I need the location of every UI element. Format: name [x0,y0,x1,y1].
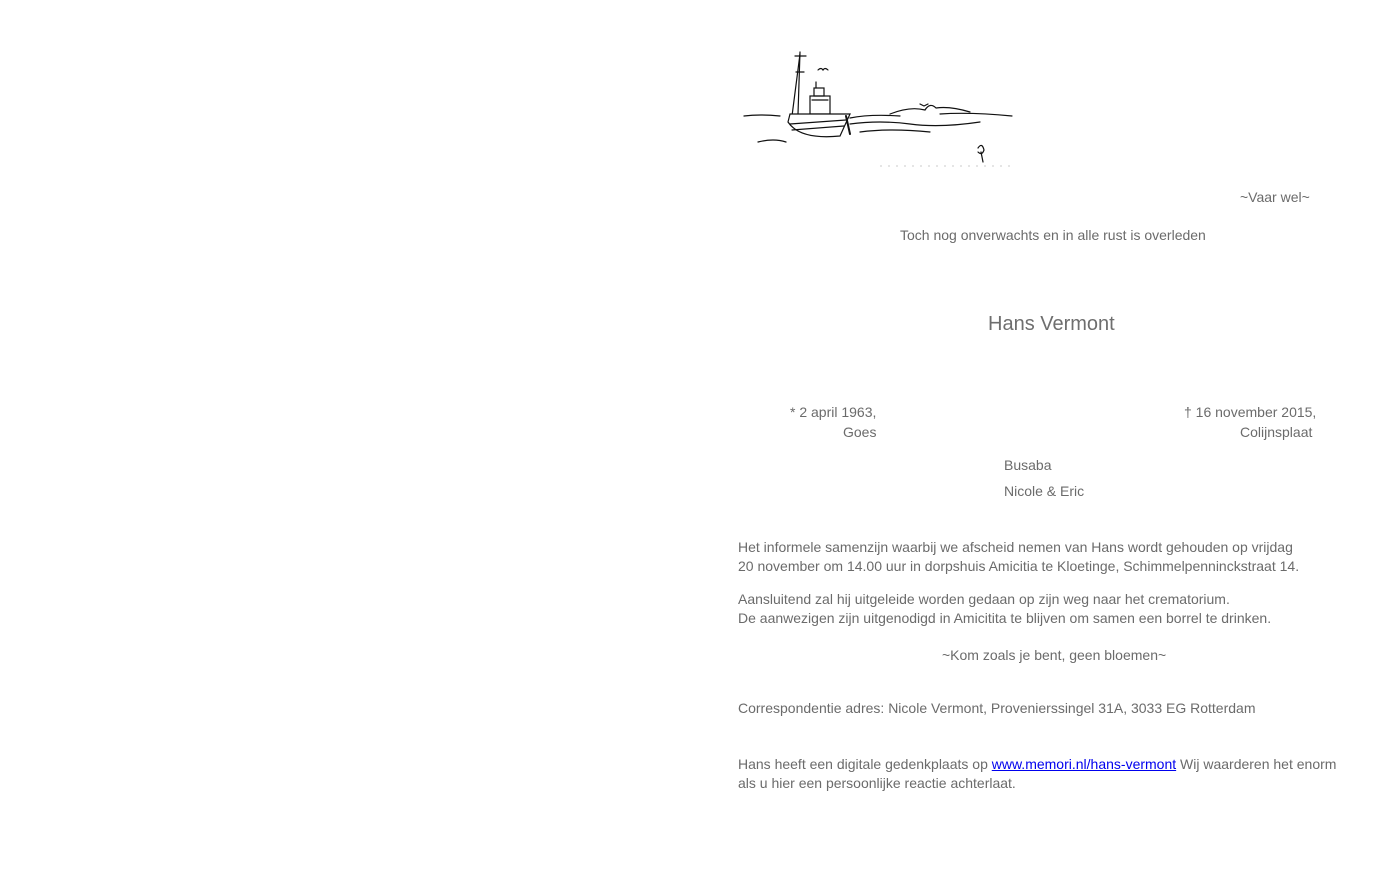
family-member: Busaba [1004,457,1052,473]
family-member: Nicole & Eric [1004,483,1085,499]
memorial-line [738,755,1336,774]
farewell-heading: ~Vaar wel~ [1240,189,1310,205]
memorial-suffix: Wij waarderen het enorm [1176,756,1337,772]
gathering-line: Het informele samenzijn waarbij we afscheid nemen van Hans wordt gehouden op vrijdag [738,539,1293,555]
death-date: † 16 november 2015, [1184,404,1317,420]
flowers-note: ~Kom zoals je bent, geen bloemen~ [942,647,1167,663]
boat-sketch-illustration [740,44,1020,172]
memorial-prefix: Hans heeft een digitale gedenkplaats op [738,756,992,772]
birth-date: * 2 april 1963, [790,404,877,420]
birth-place: Goes [843,424,877,440]
death-place: Colijnsplaat [1240,424,1313,440]
gathering-paragraph [738,538,1299,576]
farewell-paragraph [738,590,1271,628]
farewell-line: Aansluitend zal hij uitgeleide worden gedaan op zijn weg naar het crematorium. [738,591,1230,607]
correspondence-address: Correspondentie adres: Nicole Vermont, Provenierssingel 31A, 3033 EG Rotterdam [738,700,1256,716]
intro-text: Toch nog onverwachts en in alle rust is overleden [900,227,1206,243]
farewell-line: De aanwezigen zijn uitgenodigd in Amicitita te blijven om samen een borrel te drinken. [738,610,1272,626]
memorial-line-2: als u hier een persoonlijke reactie achterlaat. [738,775,1016,791]
gathering-line: 20 november om 14.00 uur in dorpshuis Amicitia te Kloetinge, Schimmelpenninckstraat 14. [738,558,1300,574]
deceased-name: Hans Vermont [988,313,1115,335]
memorial-link[interactable]: www.memori.nl/hans-vermont [991,756,1177,772]
memorial-paragraph [738,755,1336,793]
